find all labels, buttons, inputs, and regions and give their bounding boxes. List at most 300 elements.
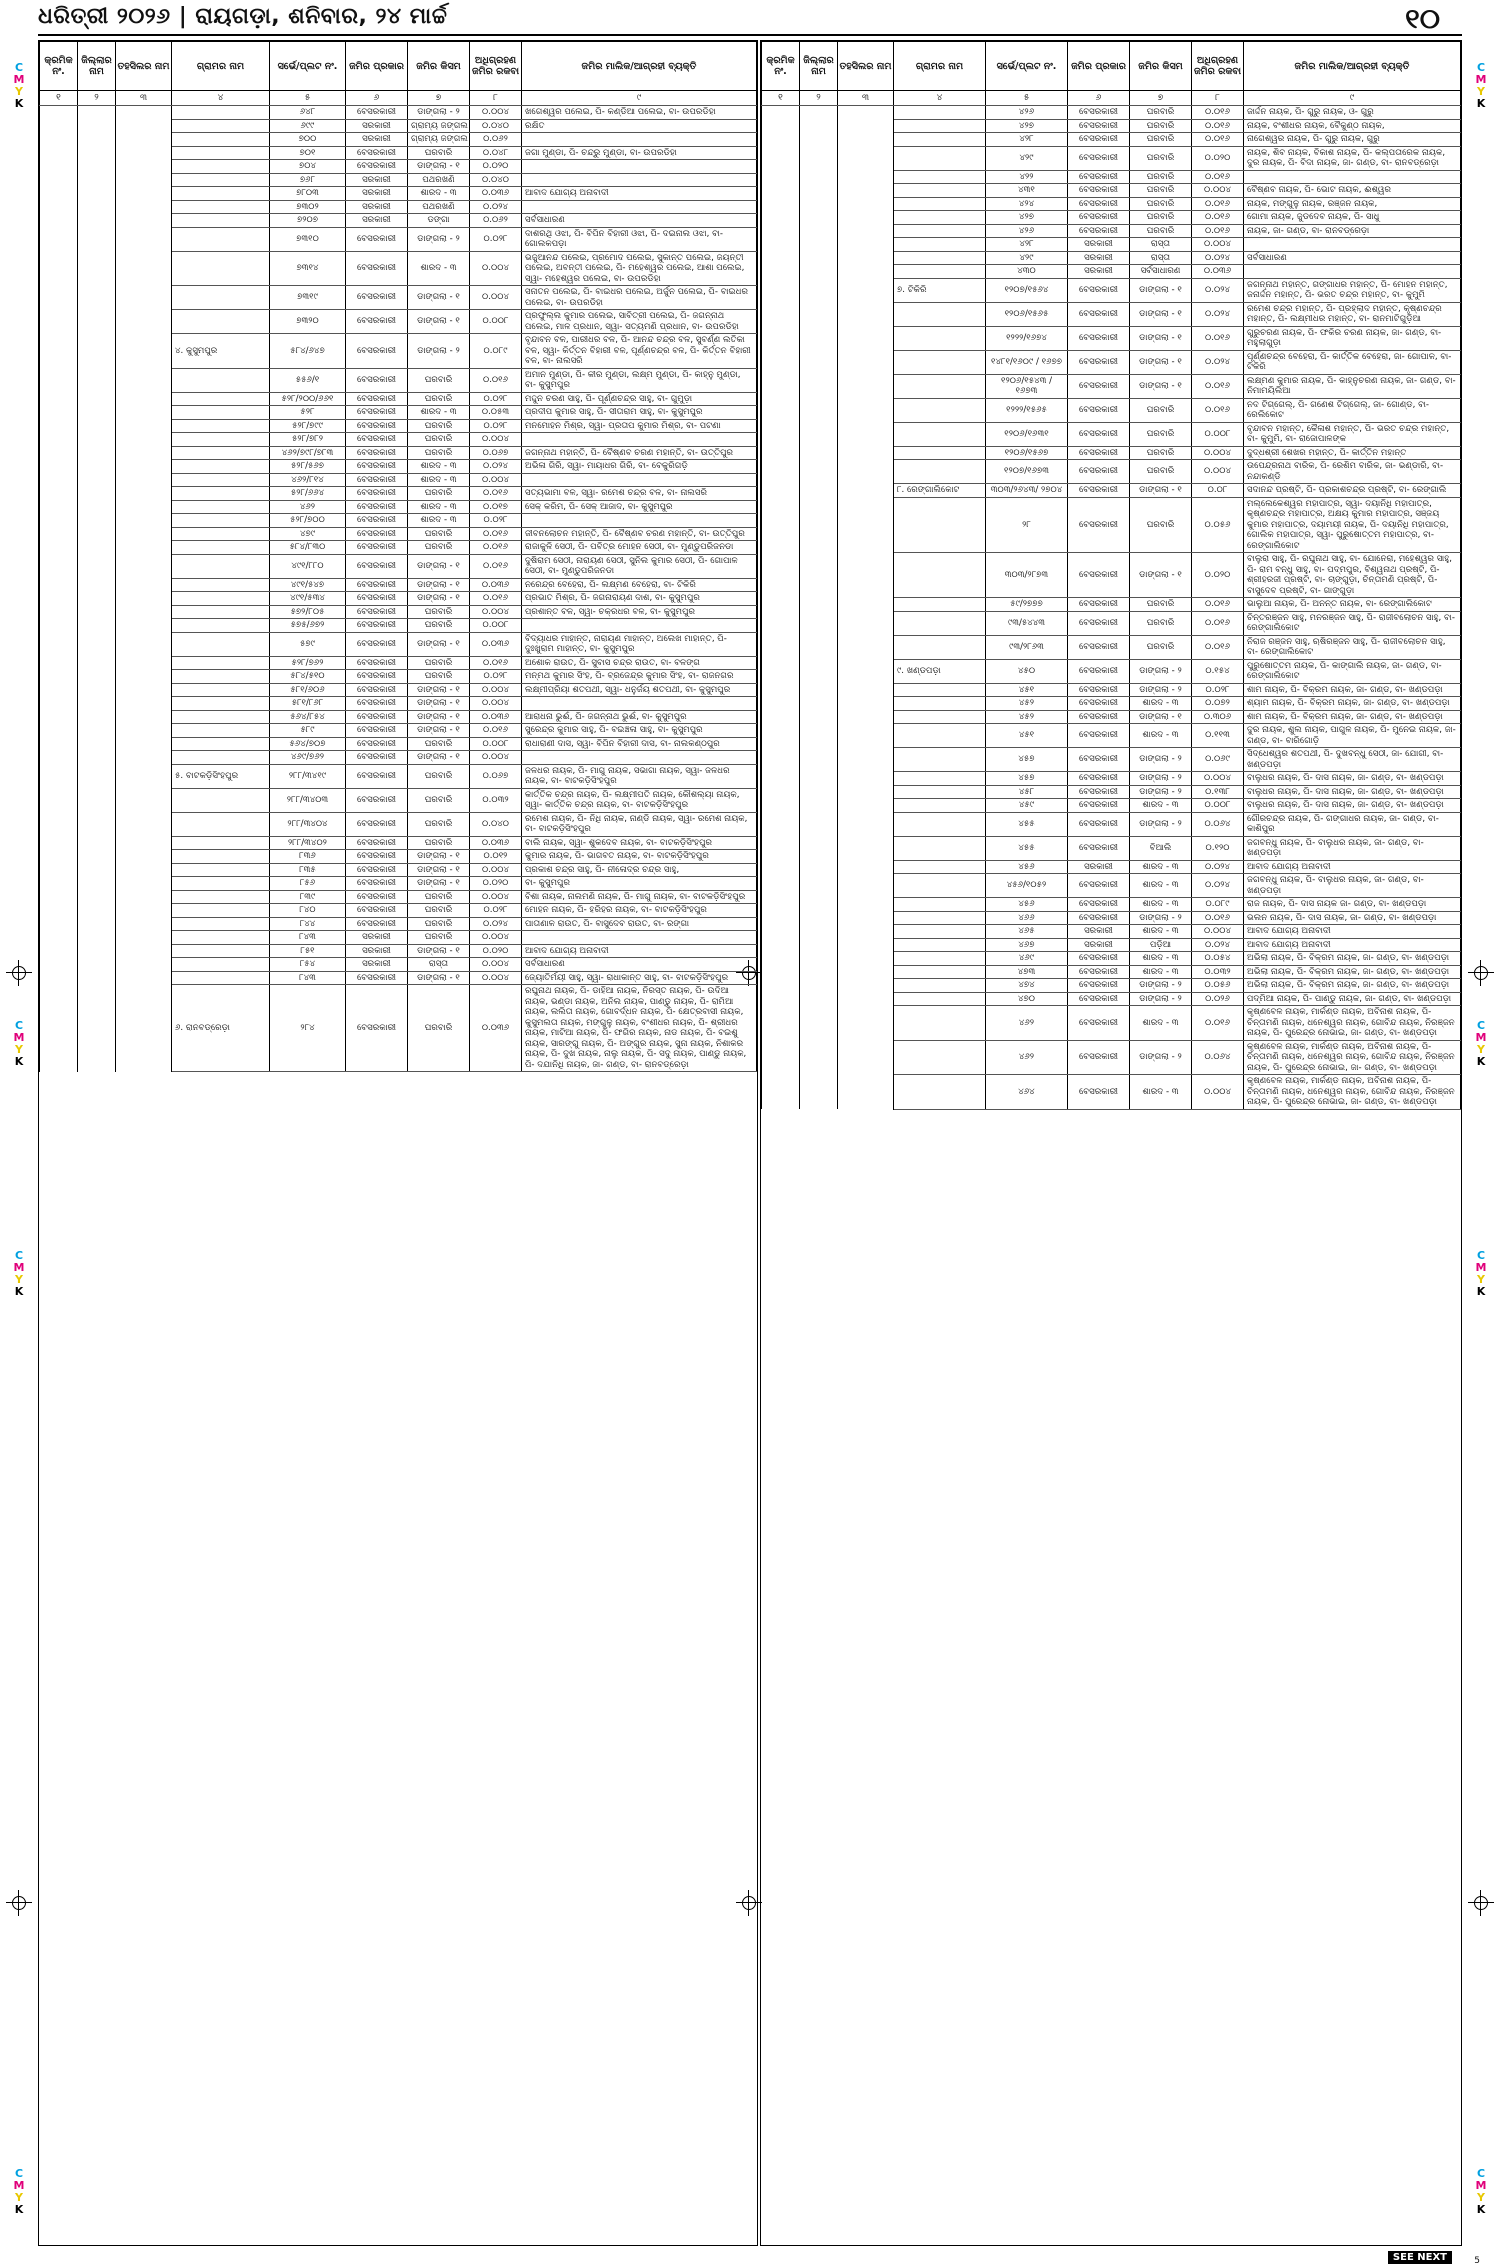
owner-cell: ଆବାଦ ଯୋଗ୍ୟ ଅନାବାଦୀ: [522, 187, 757, 201]
district-cell: [78, 656, 116, 670]
cmyk-mark: [12, 62, 26, 110]
plot-cell: ୪୫୭: [986, 772, 1068, 786]
table-row: [762, 710, 1461, 724]
area-cell: ୦.୦୦୪: [470, 751, 522, 765]
district-cell: [800, 635, 838, 659]
district-cell: [800, 374, 838, 398]
area-cell: ୦.୦୦୪: [470, 931, 522, 945]
column-number: ୪: [172, 91, 270, 106]
serial-cell: [762, 925, 800, 939]
cmyk-c: C: [14, 61, 24, 74]
land-kisam-cell: ଡାଙ୍ଗଲା - ୧: [408, 310, 470, 334]
district-cell: [800, 398, 838, 422]
tahasil-cell: [838, 460, 894, 484]
plot-cell: ୪୭୩: [986, 965, 1068, 979]
land-type-cell: ବେସରକାରୀ: [346, 146, 408, 160]
table-row: [762, 979, 1461, 993]
owner-cell: ବାଲି ନାୟକ, ସ୍ୱା- ଶୁକଦେବ ନାୟକ, ବା- ବାଟକଡ଼ିସିଂହପୁର: [522, 836, 757, 850]
district-cell: [800, 598, 838, 612]
table-row: [762, 860, 1461, 874]
village-cell: [172, 527, 270, 541]
plot-cell: ୮୩୯: [270, 890, 346, 904]
cmyk-k: K: [1476, 1055, 1486, 1068]
cmyk-k: K: [1476, 1285, 1486, 1298]
village-cell: [172, 146, 270, 160]
plot-cell: ୫୭୨/୮୦୫: [270, 605, 346, 619]
owner-cell: ସର୍ବସାଧାରଣ: [522, 958, 757, 972]
tahasil-cell: [116, 419, 172, 433]
tahasil-cell: [838, 398, 894, 422]
tahasil-cell: [116, 605, 172, 619]
plot-cell: ୯୩/୨୮୬୩: [986, 635, 1068, 659]
village-cell: [172, 160, 270, 174]
owner-cell: [522, 931, 757, 945]
owner-cell: ରାଜ ନାୟକ, ପି- ଦାସ ନାୟକ ଜା- ଗଣ୍ଡ, ବା- ଖଣ୍ଡପଡ଼ା: [1244, 898, 1461, 912]
table-row: [40, 460, 757, 474]
table-row: [40, 619, 757, 633]
land-kisam-cell: ଡାଙ୍ଗଲା - ୧: [408, 944, 470, 958]
owner-cell: ପଦ୍ମିଆ ନାୟକ, ପି- ପାଣ୍ଡୁ ନାୟକ, ଜା- ଗଣ୍ଡ, ବା- ଖଣ୍ଡପଡ଼ା: [1244, 992, 1461, 1006]
village-cell: [894, 874, 986, 898]
district-cell: [800, 133, 838, 147]
owner-cell: ଶାମ ନାୟକ, ପି- ବିକ୍ରମ ନାୟକ, ଜା- ଗଣ୍ଡ, ବା- ଖଣ୍ଡପଡ଼ା: [1244, 683, 1461, 697]
village-cell: [894, 119, 986, 133]
column-number: ୫: [986, 91, 1068, 106]
tahasil-cell: [838, 238, 894, 252]
land-kisam-cell: ଘରବାରି: [408, 931, 470, 945]
tahasil-cell: [838, 979, 894, 993]
tahasil-cell: [116, 850, 172, 864]
plot-cell: ୩୦୩/୨୮୭୩: [986, 553, 1068, 598]
serial-cell: [40, 697, 78, 711]
tahasil-cell: [838, 748, 894, 772]
tahasil-cell: [838, 133, 894, 147]
land-type-cell: ସରକାରୀ: [346, 133, 408, 147]
serial-cell: [40, 944, 78, 958]
owner-cell: ଆବାଦ ଯୋଗ୍ୟ ଅନାବାଦୀ: [1244, 860, 1461, 874]
district-cell: [78, 187, 116, 201]
area-cell: ୦.୦୨୪: [1192, 860, 1244, 874]
table-row: [762, 374, 1461, 398]
land-type-cell: ବେସରକାରୀ: [1068, 965, 1130, 979]
land-kisam-cell: ଘରବାରି: [408, 527, 470, 541]
plot-cell: ୪୩୦: [986, 265, 1068, 279]
village-cell: [172, 392, 270, 406]
land-kisam-cell: ଡାଙ୍ଗଲା - ୧: [1130, 350, 1192, 374]
tahasil-cell: [838, 938, 894, 952]
serial-cell: [762, 724, 800, 748]
plot-cell: ୧୨୦୬/୧୬୩୧: [986, 422, 1068, 446]
column-number: ୩: [116, 91, 172, 106]
serial-cell: [762, 553, 800, 598]
area-cell: ୦.୦୮୯: [1192, 898, 1244, 912]
plot-cell: ୫୮୪/୬୪୭: [270, 334, 346, 369]
cmyk-c: C: [14, 1249, 24, 1262]
land-kisam-cell: ଡାଙ୍ଗଲା - ୨: [1130, 992, 1192, 1006]
land-kisam-cell: ଘରବାରି: [408, 904, 470, 918]
tahasil-cell: [838, 302, 894, 326]
plot-cell: ୪୫୬: [986, 898, 1068, 912]
plot-cell: ୫୨୮/୬୬୪: [270, 487, 346, 501]
land-kisam-cell: ଘରବାରି: [408, 146, 470, 160]
village-cell: [894, 952, 986, 966]
owner-cell: ଜଳଧର ନାୟକ, ପି- ମାଗୁ ନାୟକ, ସଭାଗା ନାୟକ, ସ୍ୱା- ଜଳଧର ନାୟକ, ବା- ବାଟକଡ଼ିସିଂହପୁର: [522, 764, 757, 788]
land-kisam-cell: ଘରବାରି: [408, 656, 470, 670]
serial-cell: [40, 473, 78, 487]
village-cell: [172, 724, 270, 738]
district-cell: [78, 106, 116, 120]
village-cell: ୭. ଟିକିରି: [894, 278, 986, 302]
land-type-cell: ସରକାରୀ: [346, 119, 408, 133]
cmyk-mark: [1474, 1250, 1488, 1298]
table-row: [762, 184, 1461, 198]
owner-cell: ଅମାନ ମୁଣ୍ଡା, ପି- କୀର ମୁଣ୍ଡା, ଲକ୍ଷ୍ମ ମୁଣ୍ଡା, ପି- କାହ୍ନୁ ମୁଣ୍ଡା, ବା- କୁସୁମପୁର: [522, 368, 757, 392]
district-cell: [800, 460, 838, 484]
plot-cell: ୪୫୭: [986, 748, 1068, 772]
land-kisam-cell: ଶାରଦ - ୩: [408, 251, 470, 286]
owner-cell: ଅଭିଲା ନାୟକ, ପି- ବିକ୍ରମ ନାୟକ, ଜା- ଗଣ୍ଡ, ବା- ଖଣ୍ଡପଡ଼ା: [1244, 952, 1461, 966]
district-cell: [800, 979, 838, 993]
serial-cell: [762, 497, 800, 553]
area-cell: ୦.୦୨୦: [1192, 553, 1244, 598]
area-cell: ୦.୦୨୪: [470, 917, 522, 931]
tahasil-cell: [116, 971, 172, 985]
district-cell: [78, 487, 116, 501]
column-header: ଜମିର ମାଲିକ/ଆଗ୍ରହୀ ବ୍ୟକ୍ତି: [522, 42, 757, 91]
district-cell: [800, 659, 838, 683]
serial-cell: [40, 670, 78, 684]
district-cell: [800, 697, 838, 711]
tahasil-cell: [838, 497, 894, 553]
land-kisam-cell: ଘରବାରି: [1130, 422, 1192, 446]
plot-cell: ୪୬୯/୭୬୨: [270, 751, 346, 765]
land-type-cell: ବେସରକାରୀ: [346, 310, 408, 334]
tahasil-cell: [838, 278, 894, 302]
table-row: [762, 119, 1461, 133]
district-cell: [78, 406, 116, 420]
land-type-cell: ବେସରକାରୀ: [346, 836, 408, 850]
cmyk-k: K: [14, 1055, 24, 1068]
village-cell: [894, 772, 986, 786]
table-row: [40, 214, 757, 228]
owner-cell: ନାଗେଶ୍ୱର ନାୟକ, ପି- ଗୁରୁ ନାୟକ, ଗୁରୁ: [1244, 133, 1461, 147]
cmyk-m: M: [13, 1031, 25, 1044]
land-type-cell: ବେସରକାରୀ: [346, 433, 408, 447]
land-kisam-cell: ଡାଙ୍ଗଲା - ୧: [408, 850, 470, 864]
table-row: [762, 326, 1461, 350]
table-row: [762, 224, 1461, 238]
tahasil-cell: [116, 944, 172, 958]
owner-cell: ରଘୁନାଥ ନାୟକ, ପି- ଡାହିଆ ନାୟକ, ନିରସ୍ତ ନାୟକ, ପି- ଉଦିଆ ନାୟକ, ଭଣ୍ଡା ନାୟକ, ଅନିଲ ନାୟକ, ପାଣ୍ଡୁ ନାୟକ, ପି- ରାମିଆ ନାୟକ, ଲଲିତା ନାୟକ, ଗୋବର୍ଦ୍ଧନ ନାୟକ, ପି- କ୍ଷେତ୍ରବାସୀ ନାୟକ, କୁସୁମଲତା ନାୟକ, ମଙ୍ଗୁଳୁ ନାୟକ, ବଂଶୀଧର ନାୟକ, ପି- ଶ୍ରୀଧର ନାୟକ, ମାଟିଆ ନାୟକ, ପି- ଫଗିର ନାୟକ, ନାଡ ନାୟକ, ପି- ବଇଶୁ ନାୟକ, ସାରଙ୍ଗୁ ନାୟକ, ପି- ଅଙ୍ଗୁର ନାୟକ, ସୁନା ନାୟକ, ନିଶାକର ନାୟକ, ପି- ଦୁଖ ନାୟକ, ନାଲୁ ନାୟକ, ପି- ସଦୁ ନାୟକ, ପାଣ୍ଡୁ ନାୟକ, ପି- ଦଯାନିଧି ନାୟକ, ଜା- ଗଣ୍ଡ, ବା- ରାନବଡ୍ରେଡ଼ା: [522, 985, 757, 1072]
plot-cell: ୫୨୮/୭୬୨: [270, 656, 346, 670]
district-cell: [800, 911, 838, 925]
district-cell: [800, 251, 838, 265]
plot-cell: ୧୨୨୨/୧୫୬୫: [986, 398, 1068, 422]
land-kisam-cell: ଡାଙ୍ଗଲା - ୧: [1130, 278, 1192, 302]
serial-cell: [762, 979, 800, 993]
column-number: ୫: [270, 91, 346, 106]
area-cell: ୦.୦୬୨: [470, 133, 522, 147]
land-type-cell: ବେସରକାରୀ: [1068, 326, 1130, 350]
owner-cell: ଆବାଦ ଯୋଗ୍ୟ ଅନାବାଦୀ: [522, 944, 757, 958]
land-kisam-cell: ଶାରଦ - ୩: [408, 514, 470, 528]
village-cell: [894, 1075, 986, 1110]
village-cell: [172, 904, 270, 918]
land-type-cell: ବେସରକାରୀ: [1068, 133, 1130, 147]
land-type-cell: ବେସରକାରୀ: [1068, 170, 1130, 184]
area-cell: ୦.୦୨୬: [1192, 992, 1244, 1006]
land-kisam-cell: ଡାଙ୍ଗଲା - ୨: [408, 334, 470, 369]
land-kisam-cell: ଘରବାରି: [408, 446, 470, 460]
land-type-cell: ବେସରକାରୀ: [1068, 992, 1130, 1006]
cmyk-mark: [1474, 1020, 1488, 1068]
land-kisam-cell: ଘରବାରି: [1130, 446, 1192, 460]
serial-cell: [40, 286, 78, 310]
column-header: କ୍ରମିକ ନଂ.: [762, 42, 800, 91]
plot-cell: ୨୮୮/୩୪୦୩: [270, 788, 346, 812]
owner-cell: ବାଲୁଧର ନାୟକ, ପି- ଦାସ ନାୟକ, ଜା- ଗଣ୍ଡ, ବା- ଖଣ୍ଡପଡ଼ା: [1244, 799, 1461, 813]
district-cell: [78, 286, 116, 310]
plot-cell: ୪୨୬: [986, 106, 1068, 120]
owner-cell: ଉପେନ୍ଦ୍ରନାଥ ବାରିକ, ପି- ରେଶିମ ବାରିକ, ଜା- ଭଣ୍ଡାରି, ବା- ନନ୍ଦାକଣ୍ଡି: [1244, 460, 1461, 484]
land-kisam-cell: ଡାଙ୍ଗଲା - ୧: [1130, 710, 1192, 724]
district-cell: [800, 446, 838, 460]
column-header: ଜିଲ୍ଲାର ନାମ: [78, 42, 116, 91]
land-type-cell: ବେସରକାରୀ: [1068, 598, 1130, 612]
district-cell: [78, 917, 116, 931]
tahasil-cell: [116, 710, 172, 724]
village-cell: [172, 592, 270, 606]
serial-cell: [762, 398, 800, 422]
area-cell: ୦.୦୧୬: [1192, 1006, 1244, 1041]
serial-cell: [762, 374, 800, 398]
land-kisam-cell: ଡାଙ୍ଗଲା - ୧: [408, 710, 470, 724]
tahasil-cell: [116, 985, 172, 1072]
land-kisam-cell: ଶାରଦ - ୩: [1130, 965, 1192, 979]
land-type-cell: ବେସରକାରୀ: [1068, 184, 1130, 198]
district-cell: [800, 422, 838, 446]
serial-cell: [40, 737, 78, 751]
area-cell: ୦.୦୨୮: [470, 514, 522, 528]
land-kisam-cell: ଶାରଦ - ୩: [1130, 952, 1192, 966]
area-cell: ୦.୦୬୪: [1192, 812, 1244, 836]
plot-cell: ୫୬୪/୭୦୭: [270, 737, 346, 751]
land-kisam-cell: ଶାରଦ - ୩: [408, 460, 470, 474]
area-cell: ୦.୦୨୪: [1192, 350, 1244, 374]
district-cell: [800, 484, 838, 498]
column-number: ୨: [800, 91, 838, 106]
tahasil-cell: [116, 187, 172, 201]
village-cell: [172, 619, 270, 633]
land-kisam-cell: ଘରବାରି: [408, 541, 470, 555]
column-header: ଜିଲ୍ଲାର ନାମ: [800, 42, 838, 91]
table-row: [40, 487, 757, 501]
district-cell: [78, 619, 116, 633]
tahasil-cell: [116, 392, 172, 406]
village-cell: [894, 302, 986, 326]
serial-cell: [40, 146, 78, 160]
owner-cell: [1244, 265, 1461, 279]
land-kisam-cell: ଶାରଦ - ୩: [1130, 1075, 1192, 1110]
tahasil-cell: [838, 911, 894, 925]
tahasil-cell: [838, 211, 894, 225]
land-type-cell: ବେସରକାରୀ: [1068, 119, 1130, 133]
owner-cell: ବୃନ୍ଦାବନ ମହାନ୍ତ, କୈଳାଶ ମହାନ୍ତ, ପି- ଭରତ ଚନ୍ଦ୍ର ମହାନ୍ତ, ବା- କୁମୁମି, ବା- ରାଜୋପାଳଙ୍କ: [1244, 422, 1461, 446]
village-cell: [172, 251, 270, 286]
tahasil-cell: [116, 958, 172, 972]
plot-cell: ୭୩୧୪: [270, 251, 346, 286]
land-kisam-cell: ଶାରଦ - ୩: [408, 473, 470, 487]
serial-cell: [40, 446, 78, 460]
plot-cell: ୪୭୯: [270, 527, 346, 541]
tahasil-cell: [116, 406, 172, 420]
district-cell: [800, 836, 838, 860]
tahasil-cell: [838, 184, 894, 198]
tahasil-cell: [116, 724, 172, 738]
village-cell: [894, 992, 986, 1006]
serial-cell: [40, 971, 78, 985]
plot-cell: ୪୬୨: [270, 500, 346, 514]
land-type-cell: ବେସରକାରୀ: [1068, 635, 1130, 659]
owner-cell: ନିରାଜ ରଞ୍ଜନ ସାହୁ, ଋଷିରଞ୍ଜନ ସାହୁ, ପି- ରାଜୀବଲୋଚନ ସାହୁ, ବା- ରେଙ୍ଗାଲିକୋଟ: [1244, 635, 1461, 659]
village-cell: [172, 446, 270, 460]
tahasil-cell: [838, 898, 894, 912]
area-cell: ୦.୦୦୮: [470, 619, 522, 633]
land-type-cell: ବେସରକାରୀ: [1068, 553, 1130, 598]
land-kisam-cell: ଘରବାରି: [1130, 119, 1192, 133]
area-cell: ୦.୦୨୪: [1192, 938, 1244, 952]
serial-cell: [762, 799, 800, 813]
district-cell: [78, 985, 116, 1072]
land-table-right: [761, 41, 1461, 1110]
district-cell: [800, 350, 838, 374]
area-cell: ୦.୦୦୪: [470, 106, 522, 120]
district-cell: [800, 197, 838, 211]
land-type-cell: ବେସରକାରୀ: [1068, 446, 1130, 460]
land-type-cell: ବେସରକାରୀ: [346, 683, 408, 697]
cmyk-mark: [12, 2168, 26, 2216]
tahasil-cell: [116, 368, 172, 392]
land-kisam-cell: ଘରବାରି: [1130, 211, 1192, 225]
district-cell: [78, 836, 116, 850]
district-cell: [800, 497, 838, 553]
land-kisam-cell: ଶାରଦ - ୩: [1130, 724, 1192, 748]
serial-cell: [762, 302, 800, 326]
cmyk-m: M: [13, 73, 25, 86]
serial-cell: [762, 1040, 800, 1075]
tahasil-cell: [838, 1006, 894, 1041]
village-cell: [172, 433, 270, 447]
village-cell: [172, 187, 270, 201]
land-kisam-cell: ଡାଙ୍ଗଲା - ୧: [408, 632, 470, 656]
land-type-cell: ବେସରକାରୀ: [1068, 398, 1130, 422]
land-kisam-cell: ଗ୍ରାମ୍ୟ ଜଙ୍ଗଲ: [408, 133, 470, 147]
plot-cell: ୪୨୮: [986, 133, 1068, 147]
tahasil-cell: [116, 473, 172, 487]
page-number: ୧୦: [1405, 2, 1440, 35]
plot-cell: ୪୬୭: [986, 938, 1068, 952]
table-row: [762, 635, 1461, 659]
district-cell: [78, 605, 116, 619]
owner-cell: ନାୟକ, ବଂଶୀଧର ନାୟକ, ବୈକୁଣ୍ଠ ନାୟକ,: [1244, 119, 1461, 133]
serial-cell: [40, 541, 78, 555]
owner-cell: ଗୌରଚନ୍ଦ୍ର ନାୟକ, ପି- ଗଙ୍ଗାଧର ନାୟକ, ଜା- ଗଣ୍ଡ, ବା- କାଶିପୁର: [1244, 812, 1461, 836]
village-cell: [894, 326, 986, 350]
land-type-cell: ସରକାରୀ: [346, 958, 408, 972]
tahasil-cell: [116, 578, 172, 592]
village-cell: [172, 850, 270, 864]
cmyk-mark: [12, 1020, 26, 1068]
tahasil-cell: [838, 952, 894, 966]
tahasil-cell: [838, 598, 894, 612]
land-kisam-cell: ଡାଙ୍ଗଲା - ୧: [1130, 484, 1192, 498]
serial-cell: [40, 788, 78, 812]
plot-cell: ୪୫୧: [986, 683, 1068, 697]
land-kisam-cell: ଡାଙ୍ଗଲା - ୧: [408, 683, 470, 697]
land-type-cell: ବେସରକାରୀ: [346, 514, 408, 528]
district-cell: [800, 278, 838, 302]
district-cell: [78, 890, 116, 904]
tahasil-cell: [116, 788, 172, 812]
village-cell: [172, 890, 270, 904]
column-header: ଜମିର ପ୍ରକାର: [1068, 42, 1130, 91]
land-type-cell: ବେସରକାରୀ: [1068, 748, 1130, 772]
table-row: [40, 527, 757, 541]
land-kisam-cell: ଶାରଦ - ୩: [1130, 898, 1192, 912]
village-cell: [894, 898, 986, 912]
village-cell: [172, 836, 270, 850]
owner-cell: ରାଜାକୁଳି ସେଠୀ, ପି- ପବିତ୍ର ମୋହନ ସେଠୀ, ବା- ମୁଣ୍ଡୁପରିଜନଡା: [522, 541, 757, 555]
district-cell: [800, 611, 838, 635]
tahasil-cell: [116, 500, 172, 514]
district-cell: [800, 874, 838, 898]
land-type-cell: ବେସରକାରୀ: [346, 554, 408, 578]
plot-cell: ୪୫୨: [986, 697, 1068, 711]
land-type-cell: ବେସରକାରୀ: [346, 419, 408, 433]
land-type-cell: ବେସରକାରୀ: [346, 406, 408, 420]
serial-cell: [40, 850, 78, 864]
tahasil-cell: [116, 619, 172, 633]
land-type-cell: ବେସରକାରୀ: [346, 670, 408, 684]
tahasil-cell: [116, 863, 172, 877]
tahasil-cell: [116, 119, 172, 133]
plot-cell: ୨୮୮/୩୪୦୨: [270, 836, 346, 850]
owner-cell: ମଲ୍ଲେକେଶ୍ୱର ମହାପାତ୍ର, ସ୍ୱା- ଦୟାନିଧି ମହାପାତ୍ର, କୃଷ୍ଣଚନ୍ଦ୍ର ମହାପାତ୍ର, ଅକ୍ଷୟ କୁମାର ମହାପାତ୍ର, ସଞ୍ଜୟ କୁମାର ମହାପାତ୍ର, ଦୟାମୟୀ ନାୟକ, ପି- ଦୟାନିଧି ମହାପାତ୍ର, ଗୋଲିକ ମହାପାତ୍ର, ସ୍ୱା- ପୁରୁଷୋତ୍ତମ ମହାପାତ୍ର, ବା- ରେଙ୍ଗାଲିକୋଟ: [1244, 497, 1461, 553]
village-cell: [172, 788, 270, 812]
village-cell: [172, 310, 270, 334]
tahasil-cell: [838, 119, 894, 133]
area-cell: ୦.୦୬୯: [1192, 748, 1244, 772]
table-row: [762, 133, 1461, 147]
district-cell: [800, 898, 838, 912]
owner-cell: ରକ୍ଷିତ: [522, 119, 757, 133]
serial-cell: [762, 119, 800, 133]
village-cell: [894, 211, 986, 225]
area-cell: ୦.୦୧୬: [1192, 170, 1244, 184]
area-cell: ୦.୦୨୮: [470, 419, 522, 433]
district-cell: [800, 992, 838, 1006]
area-cell: ୦.୦୦୪: [470, 433, 522, 447]
serial-cell: [40, 433, 78, 447]
village-cell: [172, 971, 270, 985]
area-cell: ୦.୦୨୦: [470, 944, 522, 958]
area-cell: ୦.୦୦୪: [1192, 925, 1244, 939]
plot-cell: ୪୩୧: [986, 184, 1068, 198]
owner-cell: ଜଗନ୍ନାଥ ମହାନ୍ତି, ପି- ବୈଷ୍ଣବ ଚରଣ ମହାନ୍ତି, ବା- ଉତ୍ତିପୁର: [522, 446, 757, 460]
table-row: [762, 952, 1461, 966]
plot-cell: ୮୩୫: [270, 863, 346, 877]
area-cell: ୦.୦୧୬: [1192, 211, 1244, 225]
